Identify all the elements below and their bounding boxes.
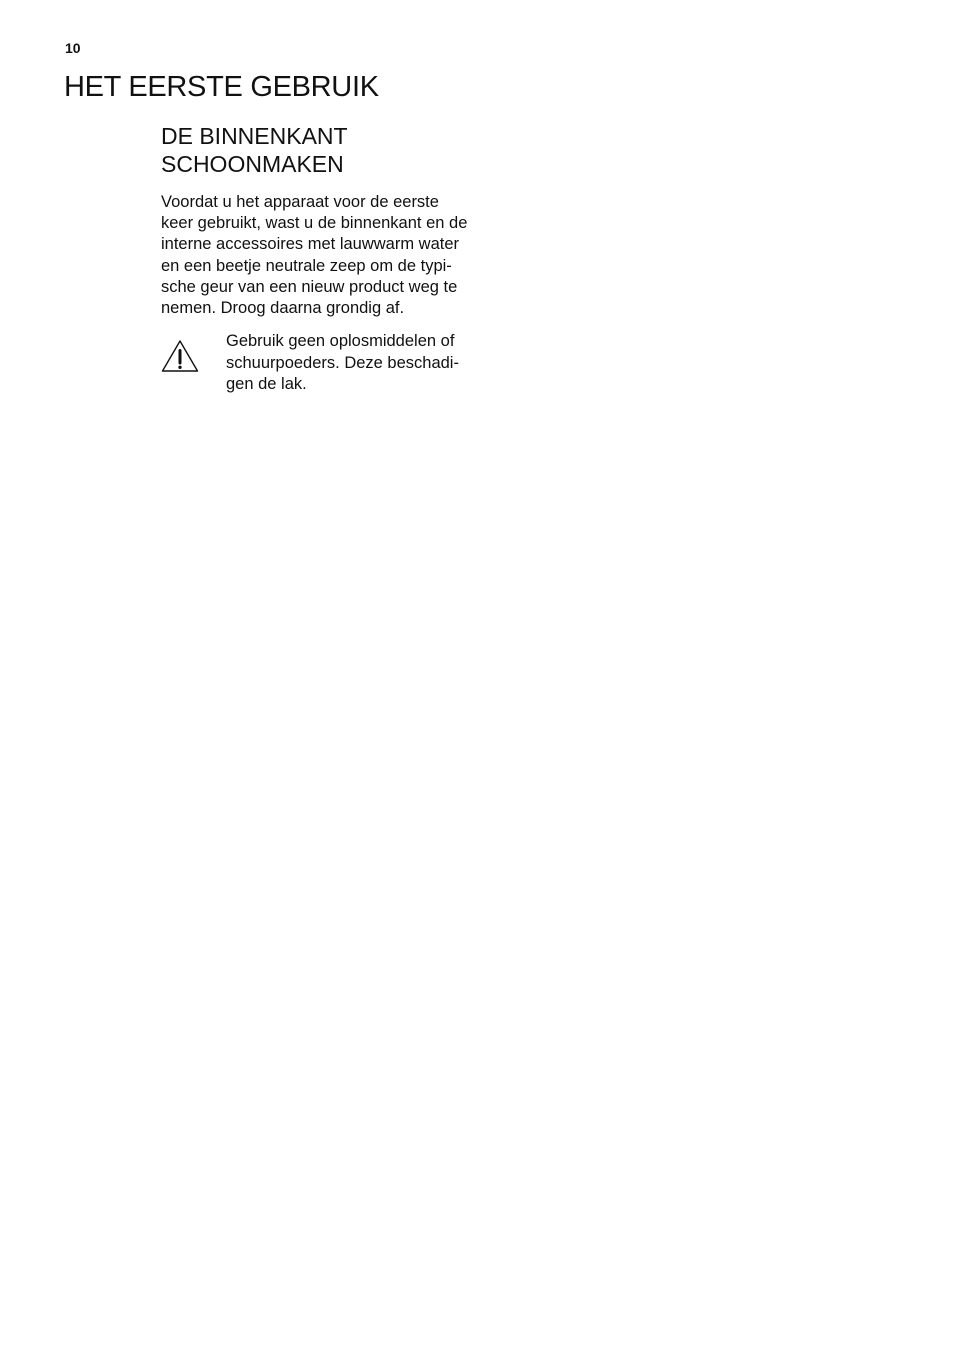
page-number: 10: [65, 40, 81, 56]
section-title: [161, 122, 421, 178]
warning-line: gen de lak.: [226, 375, 307, 394]
body-line: keer gebruikt, wast u de binnenkant en de: [161, 214, 468, 233]
warning-line: schuurpoeders. Deze beschadi-: [226, 353, 459, 372]
body-line: nemen. Droog daarna grondig af.: [161, 299, 405, 318]
warning-note: [161, 331, 521, 401]
body-paragraph: [161, 192, 516, 319]
section-cleaning-interior: [161, 122, 521, 401]
warning-line: Gebruik geen oplosmiddelen of: [226, 332, 455, 351]
body-line: interne accessoires met lauwwarm water: [161, 235, 460, 254]
body-line: sche geur van een nieuw product weg te: [161, 277, 458, 296]
body-line: Voordat u het apparaat voor de eerste: [161, 193, 439, 211]
section-title-line-1: DE BINNENKANT: [161, 123, 348, 149]
body-line: en een beetje neutrale zeep om de typi-: [161, 256, 452, 275]
warning-text: [226, 331, 516, 396]
warning-triangle-icon: [161, 339, 199, 373]
section-title-line-2: SCHOONMAKEN: [161, 151, 344, 177]
chapter-title: HET EERSTE GEBRUIK: [64, 71, 379, 103]
